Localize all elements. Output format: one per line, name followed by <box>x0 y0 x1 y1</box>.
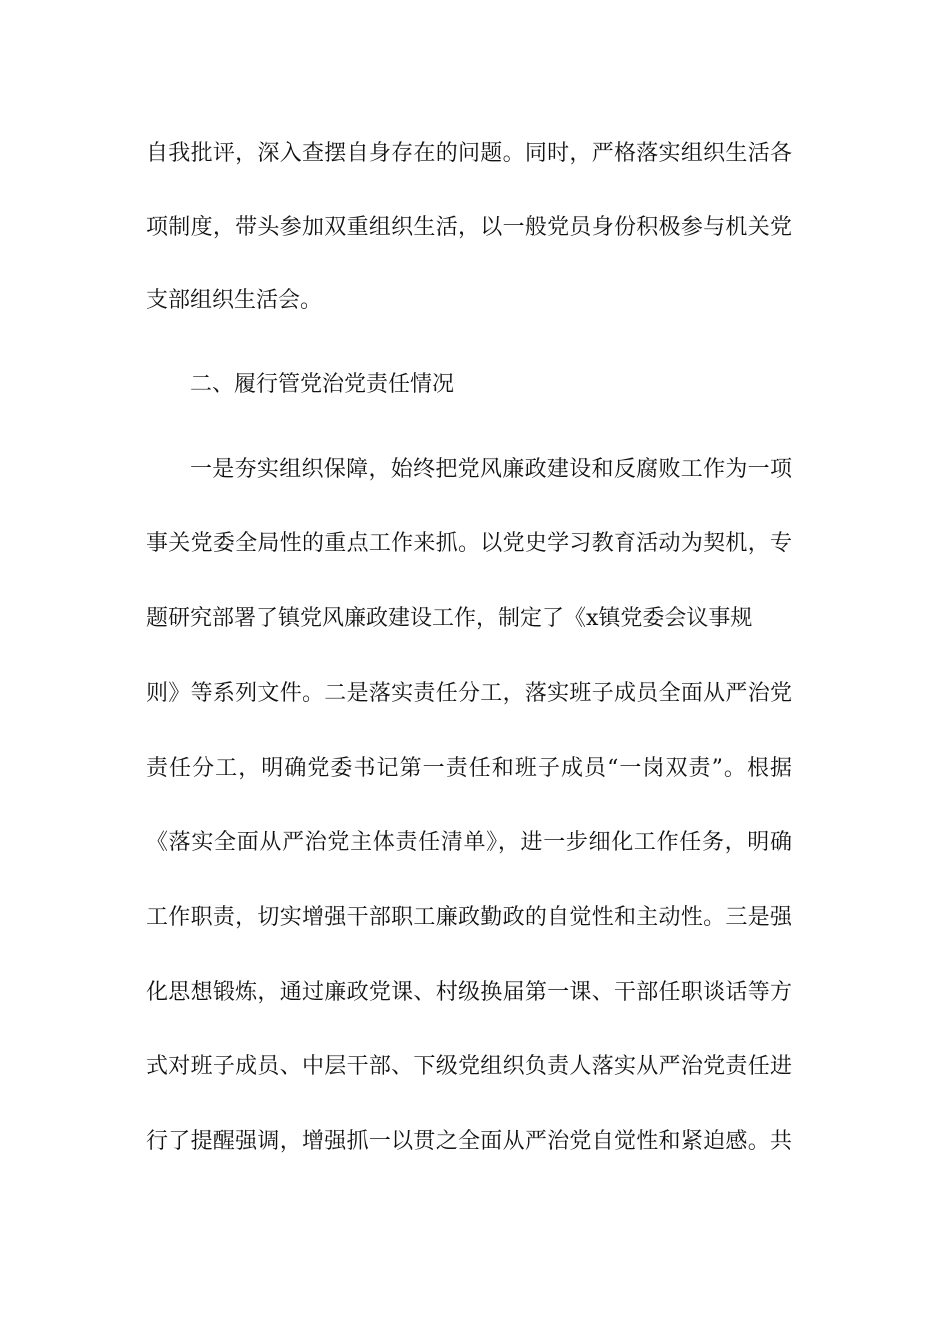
text-line: 项制度，带头参加双重组织生活，以一般党员身份积极参与机关党 <box>146 215 792 240</box>
text-line: 支部组织生活会。 <box>146 288 323 313</box>
text-line: 责任分工，明确党委书记第一责任和班子成员“一岗双责”。根据 <box>146 756 792 781</box>
text-line: 自我批评，深入查摆自身存在的问题。同时，严格落实组织生活各 <box>146 141 792 166</box>
text-line: 一是夯实组织保障，始终把党风廉政建设和反腐败工作为一项 <box>190 457 792 482</box>
text-line: 式对班子成员、中层干部、下级党组织负责人落实从严治党责任进 <box>146 1054 792 1079</box>
section-heading: 二、履行管党治党责任情况 <box>190 372 455 397</box>
text-line: 《落实全面从严治党主体责任清单》，进一步细化工作任务，明确 <box>146 830 792 855</box>
text-line: 化思想锻炼，通过廉政党课、村级换届第一课、干部任职谈话等方 <box>146 980 792 1005</box>
text-line: 题研究部署了镇党风廉政建设工作，制定了《x镇党委会议事规 <box>146 606 753 631</box>
text-line: 则》等系列文件。二是落实责任分工，落实班子成员全面从严治党 <box>146 681 792 706</box>
text-line: 事关党委全局性的重点工作来抓。以党史学习教育活动为契机，专 <box>146 531 792 556</box>
text-line: 行了提醒强调，增强抓一以贯之全面从严治党自觉性和紧迫感。共 <box>146 1129 792 1154</box>
text-line: 工作职责，切实增强干部职工廉政勤政的自觉性和主动性。三是强 <box>146 905 792 930</box>
